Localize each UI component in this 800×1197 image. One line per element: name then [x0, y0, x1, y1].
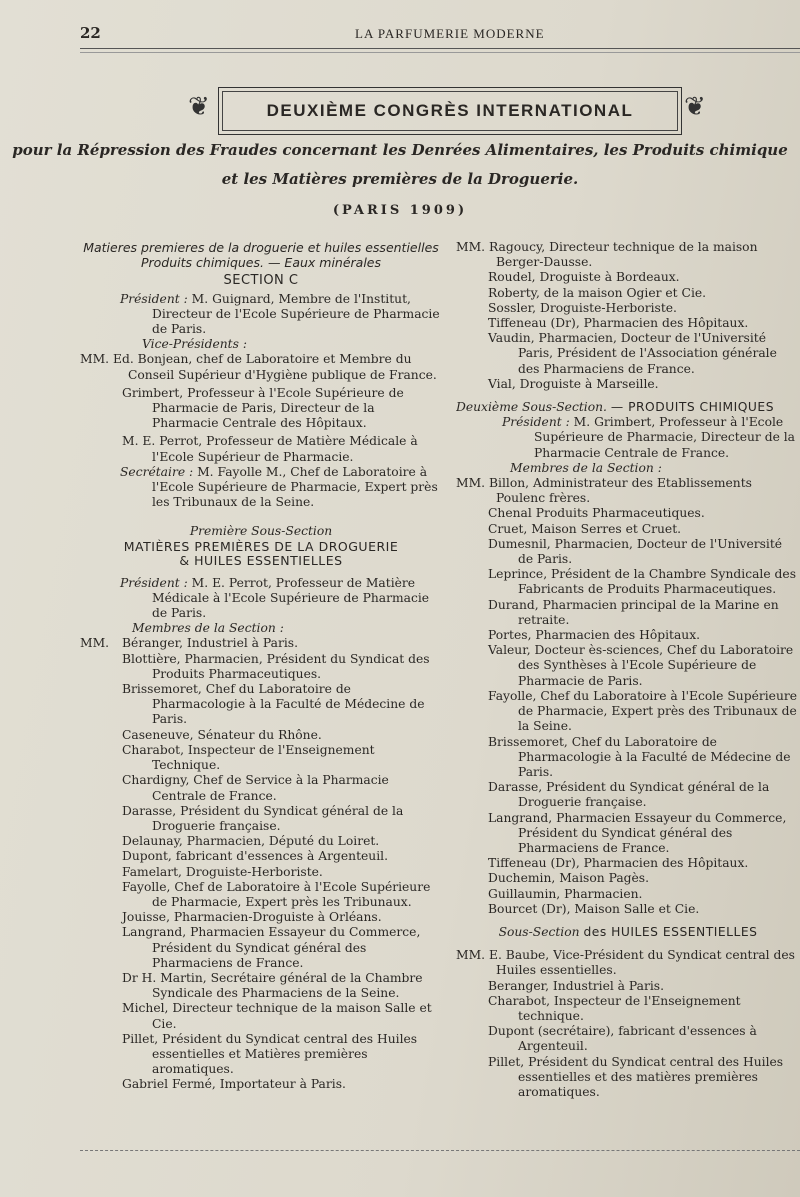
chem-members-label: Membres de la Section :	[510, 460, 662, 475]
vice-president-2: Grimbert, Professeur à l'Ecole Supérieure de Pharmacie de Paris, Directeur de la Pharmacie Centrale des Hôpitaux.	[122, 385, 404, 431]
subsection-president-label: Président :	[120, 575, 188, 590]
president-label: Président :	[120, 291, 188, 306]
page-header	[80, 24, 760, 44]
list-item: Durand, Pharmacien principal de la Marine en retraite.	[488, 597, 779, 627]
second-subsection-title: — PRODUITS CHIMIQUES	[610, 400, 775, 415]
list-item: Dr H. Martin, Secrétaire général de la Chambre Syndicale des Pharmaciens de la Seine.	[122, 970, 423, 1001]
footer-rule	[80, 1150, 800, 1151]
list-item: Brissemoret, Chef du Laboratoire de Pharmacologie à la Faculté de Médecine de Paris.	[122, 682, 425, 727]
list-item: Delaunay, Pharmacien, Député du Loiret.	[122, 834, 380, 849]
oils-subsection-title: des HUILES ESSENTIELLES	[583, 924, 758, 939]
running-title: LA PARFUMERIE MODERNE	[355, 26, 545, 41]
section-label: SECTION C	[223, 273, 299, 289]
second-subsection-heading	[456, 400, 800, 415]
list-item: Guillaumin, Pharmacien.	[488, 886, 643, 901]
list-item: Famelart, Droguiste-Herboriste.	[122, 864, 323, 879]
list-item: Bourcet (Dr), Maison Salle et Cie.	[488, 901, 700, 916]
left-column	[80, 240, 442, 1093]
list-item: Chardigny, Chef de Service à la Pharmacie Centrale de France.	[122, 773, 389, 803]
list-item: Vaudin, Pharmacien, Docteur de l'Université Paris, Président de l'Association générale des Pharmaciens de France.	[488, 331, 777, 376]
list-item: Leprince, Président de la Chambre Syndicale des Fabricants de Produits Pharmaceutiques.	[488, 567, 796, 597]
vice-presidents-label: Vice-Présidents :	[142, 337, 247, 352]
list-item: Fayolle, Chef de Laboratoire à l'Ecole Supérieure de Pharmacie, Expert près les Tribunaux.	[122, 879, 431, 909]
header-rule	[80, 48, 800, 49]
secretary-entry	[80, 465, 442, 511]
vice-president-3: M. E. Perrot, Professeur de Matière Médicale à l'Ecole Supérieur de Pharmacie.	[122, 434, 418, 464]
first-subsection-heading-1: MATIÈRES PREMIÈRES DE LA DROGUERIE	[123, 538, 399, 554]
list-item: Langrand, Pharmacien Essayeur du Commerce, Président du Syndicat général des Pharmaciens de France.	[488, 810, 787, 855]
congress-title: DEUXIÈME CONGRÈS INTERNATIONAL	[222, 91, 678, 131]
header-rule-thin	[80, 52, 800, 53]
subsection-president-text: M. E. Perrot, Professeur de Matière Médicale à l'Ecole Supérieure de Pharmacie de Paris.	[152, 575, 430, 621]
list-item: Charabot, Inspecteur de l'Enseignement technique.	[488, 993, 741, 1023]
president-entry	[80, 292, 442, 338]
subtitle-line-2: et les Matières premières de la Droguerie.	[221, 170, 579, 188]
place-year: (PARIS 1909)	[332, 203, 468, 218]
list-item: Portes, Pharmacien des Hôpitaux.	[488, 628, 701, 643]
subtitle-line-1: pour la Répression des Fraudes concernant les Denrées Alimentaires, les Produits chimique	[12, 141, 788, 159]
list-item: MM. Billon, Administrateur des Etablissements Poulenc frères.	[456, 476, 752, 506]
list-item: Chenal Produits Pharmaceutiques.	[488, 506, 705, 521]
title-banner	[218, 87, 682, 135]
list-item: Jouisse, Pharmacien-Droguiste à Orléans.	[122, 910, 382, 925]
secretary-label: Secrétaire :	[120, 464, 194, 479]
list-item: Valeur, Docteur ès-sciences, Chef du Laboratoire des Synthèses à l'Ecole Supérieure de Pharmacie de Paris.	[488, 643, 794, 688]
list-item: Duchemin, Maison Pagès.	[488, 871, 650, 886]
list-item: Roberty, de la maison Ogier et Cie.	[488, 285, 707, 300]
right-column	[456, 240, 800, 1100]
list-item: Darasse, Président du Syndicat général de la Droguerie française.	[488, 780, 770, 810]
list-item: Langrand, Pharmacien Essayeur du Commerce, Président du Syndicat général des Pharmaciens de France.	[122, 925, 421, 970]
section-heading-line-2: Produits chimiques. — Eaux minérales	[140, 255, 382, 271]
right-ornament-icon: ❦	[684, 92, 706, 122]
list-item: Pillet, Président du Syndicat central des Huiles essentielles et Matières premières aromatiques.	[122, 1031, 418, 1077]
section-heading-line-1: Matieres premieres de la droguerie et huiles essentielles	[83, 240, 439, 255]
list-item: MM. Béranger, Industriel à Paris.	[80, 636, 299, 651]
list-item: Brissemoret, Chef du Laboratoire de Pharmacologie à la Faculté de Médecine de Paris.	[488, 734, 791, 779]
secretary-text: M. Fayolle M., Chef de Laboratoire à l'Ecole Supérieure de Pharmacie, Expert près les Tribunaux de la Seine.	[152, 464, 438, 510]
chem-president-entry	[456, 415, 800, 461]
list-item: Darasse, Président du Syndicat général de la Droguerie française.	[122, 803, 404, 833]
list-item: Roudel, Droguiste à Bordeaux.	[488, 270, 680, 285]
list-item: Blottière, Pharmacien, Président du Syndicat des Produits Pharmaceutiques.	[122, 651, 430, 681]
subsection-president-entry	[80, 576, 442, 622]
list-item: Pillet, Président du Syndicat central des Huiles essentielles et des matières premières aromatiques.	[488, 1054, 784, 1099]
list-item: Dumesnil, Pharmacien, Docteur de l'Université de Paris.	[488, 536, 783, 567]
page-number: 22	[80, 24, 101, 42]
mm-label: MM.	[456, 476, 486, 491]
list-item: Dupont, fabricant d'essences à Argenteuil.	[122, 849, 388, 864]
list-item: Beranger, Industriel à Paris.	[488, 978, 665, 993]
chem-president-text: M. Grimbert, Professeur à l'Ecole Supérieure de Pharmacie, Directeur de la Pharmacie Centrale de France.	[534, 415, 796, 460]
list-item: MM. E. Baube, Vice-Président du Syndicat central des Huiles essentielles.	[456, 948, 795, 978]
chem-president-label: Président :	[502, 415, 570, 430]
members-label: Membres de la Section :	[132, 621, 284, 636]
list-item: Tiffeneau (Dr), Pharmacien des Hôpitaux.	[488, 856, 749, 871]
list-item: Cruet, Maison Serres et Cruet.	[488, 521, 682, 536]
list-item: Gabriel Fermé, Importateur à Paris.	[122, 1077, 346, 1092]
second-subsection-label: Deuxième Sous-Section.	[456, 400, 607, 415]
mm-label: MM.	[456, 240, 486, 254]
president-text: M. Guignard, Membre de l'Institut, Directeur de l'Ecole Supérieure de Pharmacie de Paris.	[152, 291, 440, 337]
list-item: Michel, Directeur technique de la maison Salle et Cie.	[122, 1001, 432, 1031]
list-item: Dupont (secrétaire), fabricant d'essences à Argenteuil.	[488, 1024, 757, 1054]
mm-label: MM.	[80, 636, 110, 651]
list-item: Caseneuve, Sénateur du Rhône.	[122, 727, 322, 742]
first-subsection-title: Première Sous-Section	[189, 524, 333, 539]
list-item: Fayolle, Chef du Laboratoire à l'Ecole Supérieure de Pharmacie, Expert près des Tribunaux de la Seine.	[488, 688, 798, 734]
vice-president-1: MM. Ed. Bonjean, chef de Laboratoire et Membre du Conseil Supérieur d'Hygiène publique de France.	[80, 352, 437, 382]
list-item: Charabot, Inspecteur de l'Enseignement Technique.	[122, 742, 375, 773]
first-subsection-heading-2: & HUILES ESSENTIELLES	[179, 552, 343, 568]
oils-subsection-heading	[456, 925, 800, 940]
mm-label: MM.	[456, 948, 486, 963]
list-item: Sossler, Droguiste-Herboriste.	[488, 300, 677, 315]
list-item: Vial, Droguiste à Marseille.	[488, 376, 659, 391]
left-ornament-icon: ❦	[188, 92, 210, 122]
oils-subsection-label: Sous-Section	[498, 924, 580, 939]
list-item: Tiffeneau (Dr), Pharmacien des Hôpitaux.	[488, 316, 749, 331]
list-item: MM. Ragoucy, Directeur technique de la maison Berger-Dausse.	[456, 240, 758, 270]
